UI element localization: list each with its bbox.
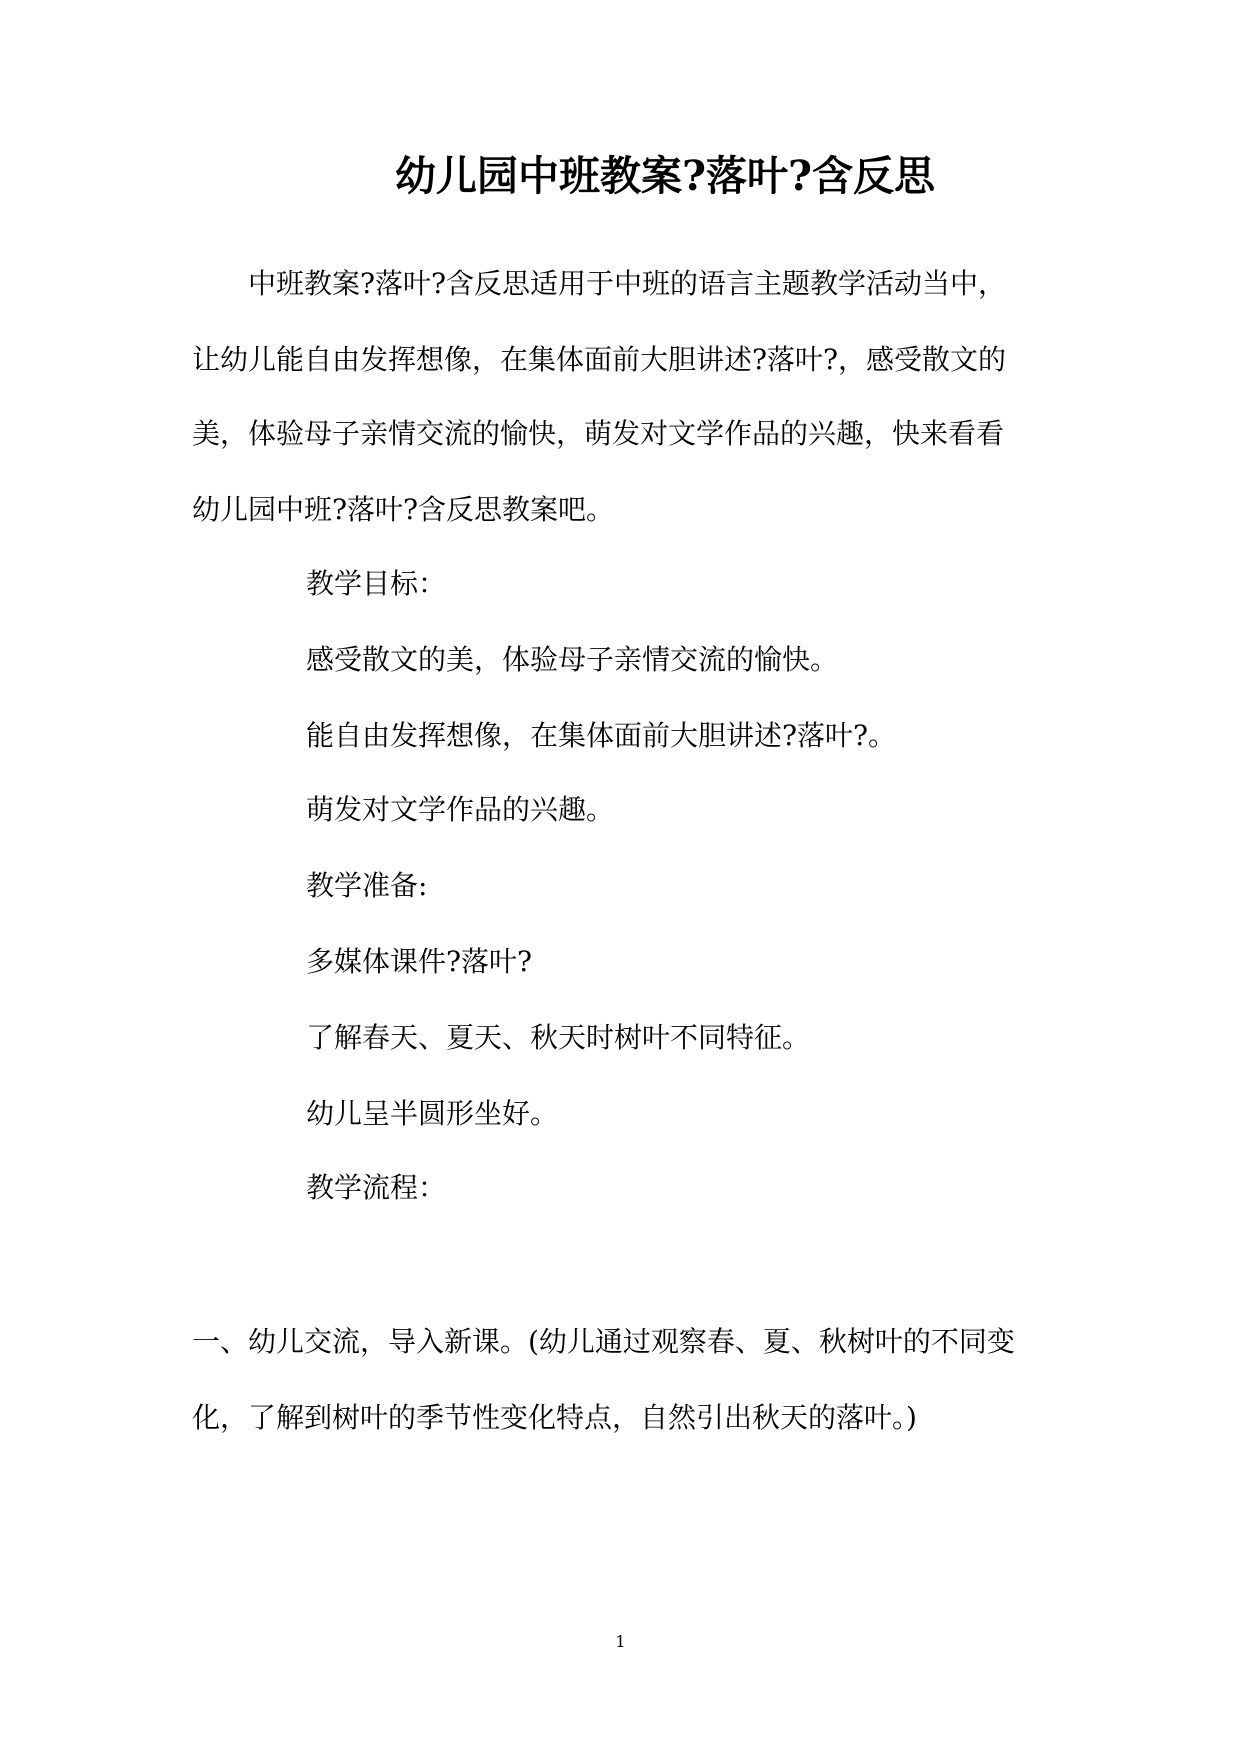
document-title: 幼儿园中班教案?落叶?含反思 xyxy=(394,152,936,200)
preparation-item: 多媒体课件?落叶? xyxy=(306,945,533,978)
preparation-item: 了解春天、夏天、秋天时树叶不同特征。 xyxy=(306,1021,811,1054)
intro-line: 美，体验母子亲情交流的愉快，萌发对文学作品的兴趣，快来看看 xyxy=(192,417,1005,450)
page-number: 1 xyxy=(615,1632,626,1651)
objectives-heading: 教学目标： xyxy=(306,567,447,600)
process-heading: 教学流程： xyxy=(306,1171,447,1204)
preparation-heading: 教学准备: xyxy=(306,869,428,902)
preparation-item: 幼儿呈半圆形坐好。 xyxy=(306,1097,559,1130)
objective-item: 感受散文的美，体验母子亲情交流的愉快。 xyxy=(306,643,839,676)
intro-line: 中班教案?落叶?含反思适用于中班的语言主题教学活动当中， xyxy=(248,267,1007,300)
intro-line: 让幼儿能自由发挥想像，在集体面前大胆讲述?落叶?，感受散文的 xyxy=(192,343,1007,376)
objective-item: 能自由发挥想像，在集体面前大胆讲述?落叶?。 xyxy=(306,719,897,752)
process-step-line: 一、幼儿交流，导入新课。(幼儿通过观察春、夏、秋树叶的不同变 xyxy=(192,1325,1015,1358)
intro-line: 幼儿园中班?落叶?含反思教案吧。 xyxy=(192,493,615,526)
process-step-line: 化，了解到树叶的季节性变化特点，自然引出秋天的落叶。) xyxy=(192,1401,917,1434)
objective-item: 萌发对文学作品的兴趣。 xyxy=(306,793,615,826)
